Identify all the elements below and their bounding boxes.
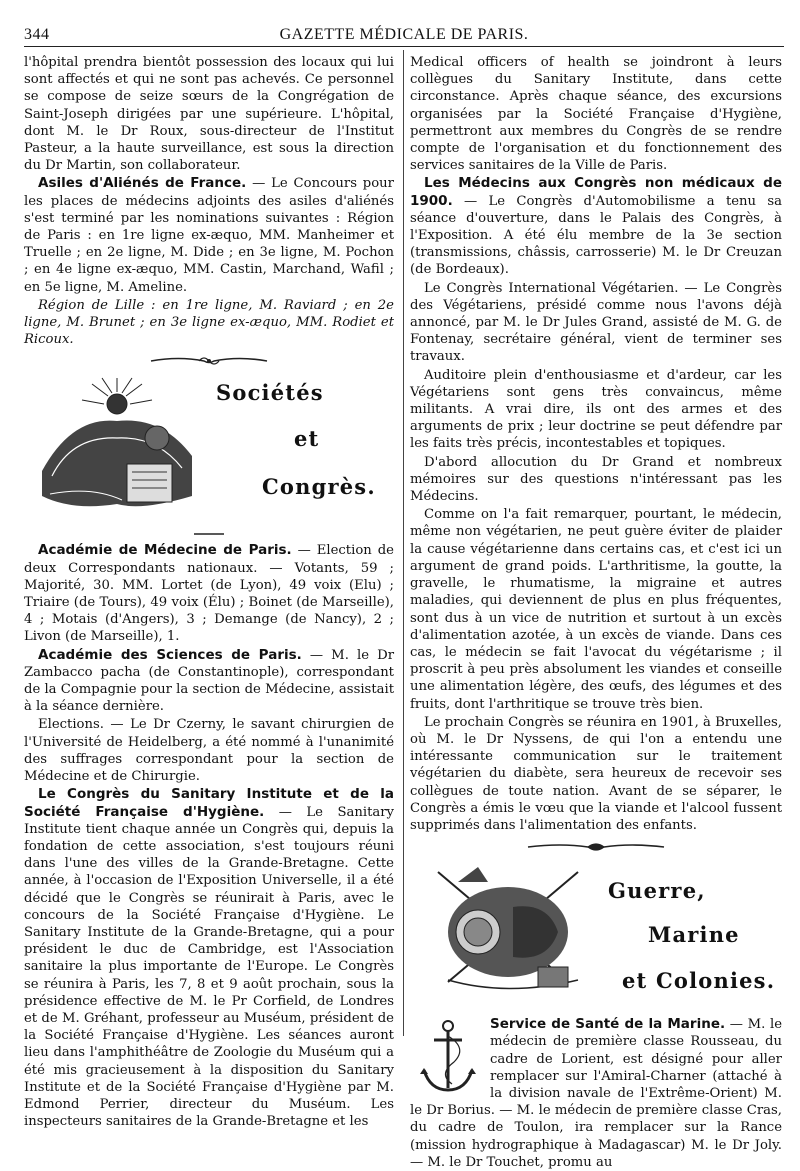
elections-paragraph: Elections. — Le Dr Czerny, le savant chirurgien de l'Université de Heidelberg, a été nommé à l'unanimité des suffrages correspondant pour la section de Médecine et de Chirurgie.	[24, 717, 394, 785]
asiles-text: — Le Concours pour les places de médecins adjoints des asiles d'aliénés s'est terminé par les nominations suivantes : Région de Paris : en 1re ligne ex-æquo, MM. Manheimer et Truelle ; en 2e ligne, M. Dide ; en 3e ligne, M. Pochon ; en 4e ligne ex-æquo, MM. Castin, Marchand, Wafil ; en 5e ligne, M. Ameline.	[24, 176, 394, 295]
asiles-article	[24, 175, 394, 295]
marine-heading: Service de Santé de la Marine.	[490, 1016, 726, 1033]
right-column	[410, 54, 782, 1170]
short-rule	[24, 530, 394, 538]
prochain-paragraph: Le prochain Congrès se réunira en 1901, à Bruxelles, où M. le Dr Nyssens, de qui l'on a entendu une intéressante communication sur le traitement végétarien du diabète, sera heureux de recevoir ses collègues de toute nation. Avant de se séparer, le Congrès a émis le vœu que la viande et l'alcool fussent supprimés dans l'alimentation des enfants.	[410, 714, 782, 833]
intro-paragraph: l'hôpital prendra bientôt possession des locaux qui lui sont affectés et qui ne sont pas achevés. Ce personnel se compose de seize sœurs de la Congrégation de Saint-Joseph dirigées par une supérieure. L'hôpital, dont M. le Dr Roux, sous-directeur de l'Institut Pasteur, a la haute surveillance, est sous la direction du Dr Martin, son collaborateur.	[24, 55, 394, 174]
congres-heading: Le Congrès du Sanitary Institute et de la Société Française d'Hygiène.	[24, 786, 394, 820]
vegetarien-paragraph: Le Congrès International Végétarien. — Le Congrès des Végétariens, présidé comme nous l'avons déjà annoncé, par M. le Dr Jules Grand, assisté de M. G. de Fontenay, secrétaire général, vient de terminer ses travaux.	[410, 280, 782, 365]
section-title-word1: Sociétés	[216, 380, 324, 406]
military-trophy-engraving-icon	[418, 862, 598, 1002]
journal-title: GAZETTE MÉDICALE DE PARIS.	[279, 26, 529, 43]
left-column	[24, 54, 394, 1130]
header-rule	[24, 46, 784, 47]
academie-medecine-heading: Académie de Médecine de Paris.	[38, 542, 292, 559]
academie-sciences-article	[24, 647, 394, 716]
medecins-article	[410, 175, 782, 278]
academie-medecine-article	[24, 542, 394, 645]
section2-title-word2: Marine	[648, 922, 740, 948]
congres-article	[24, 786, 394, 1130]
page-header	[24, 18, 784, 44]
column-separator	[403, 50, 404, 1036]
medecins-text: — Le Congrès d'Automobilisme a tenu sa séance d'ouverture, dans le Palais des Congrès, à l'Exposition. A été élu membre de la 3e section (transmissions, châssis, carrosserie) M. le Dr Creuzan (de Bordeaux).	[410, 193, 782, 278]
allocution-paragraph: D'abord allocution du Dr Grand et nombreux mémoires sur des questions n'intéressant pas les Médecins.	[410, 454, 782, 505]
page-number: 344	[24, 26, 50, 43]
anchor-icon	[418, 1018, 482, 1098]
auditoire-paragraph: Auditoire plein d'enthousiasme et d'ardeur, car les Végétariens sont gens très convaincus, même militants. A vrai dire, ils ont des armes et des arguments de prix ; leur doctrine se peut défendre par les faits très précis, incontestables et topiques.	[410, 367, 782, 452]
congres-text: — Le Sanitary Institute tient chaque année un Congrès qui, depuis la fondation de cette association, s'est toujours réuni dans l'une des villes de la Grande-Bretagne. Cette année, à l'occasion de l'Exposition Universelle, il a été décidé que le Congrès se réunirait à Paris, avec le concours de la Société Française d'Hygiène. Le Sanitary Institute de la Grande-Bretagne, qui a pour président le duc de Cambridge, est l'Association sanitaire la plus importante de l'Europe. Le Congrès se réunira à Paris, les 7, 8 et 9 août prochain, sous la présidence effective de M. le Pr Corfield, de Londres et de M. Gréhant, professeur au Muséum, président de la Société Française d'Hygiène. Les séances auront lieu dans l'amphithéâtre de Zoologie du Muséum qui a été mis gracieusement à la disposition du Sanitary Institute et de la Société Française d'Hygiène par M. Edmond Perrier, directeur du Muséum. Les inspecteurs sanitaires de la Grande-Bretagne et les	[24, 804, 394, 1130]
section-title-word2: et	[294, 426, 320, 452]
section-banner-guerre	[410, 860, 782, 1010]
continuation-paragraph: Medical officers of health se joindront à leurs collègues du Sanitary Institute, dans cette circonstance. Après chaque séance, des excursions organisées par la Société Française d'Hygiène, permettront aux membres du Congrès de se rendre compte de l'organisation et du fonctionnement des services sanitaires de la Ville de Paris.	[410, 55, 782, 174]
remarque-paragraph: Comme on l'a fait remarquer, pourtant, le médecin, même non végétarien, ne peut guère éviter de plaider la cause végétarienne dans certains cas, et c'est ici un argument de grand poids. L'arthritisme, la goutte, la gravelle, le rhumatisme, la migraine et autres maladies, qui deviennent de plus en plus fréquentes, sont dus à un vice de nutrition et surtout à un excès d'alimentation azotée, à un excès de viande. Dans ces cas, le médecin se fait l'avocat du végétarisme ; il proscrit à peu près absolument les viandes et conseille une alimentation légère, des œufs, des légumes et des fruits, dont l'arthritique se trouve très bien.	[410, 507, 782, 712]
academie-sciences-heading: Académie des Sciences de Paris.	[38, 646, 302, 663]
marine-text: — M. le médecin de première classe Rousseau, du cadre de Lorient, est désigné pour aller remplacer sur l'Amiral-Charner (attaché à la division navale de l'Extrême-Orient) M. le Dr Borius. — M. le médecin de première classe Cras, du cadre de Toulon, ira remplacer sur la Rance (mission hydrographique à Madagascar) M. le Dr Joly. — M. le Dr Touchet, promu au	[410, 1017, 782, 1170]
academie-sciences-text: — M. le Dr Zambacco pacha (de Constantinople), correspondant de la Compagnie pour la section de Médecine, assistait à la séance dernière.	[24, 647, 394, 715]
ornament-divider	[24, 352, 394, 370]
books-engraving-icon	[32, 376, 202, 516]
section2-title-word3: et Colonies.	[622, 968, 776, 994]
section2-title-word1: Guerre,	[608, 878, 706, 904]
academie-medecine-text: — Election de deux Correspondants nationaux. — Votants, 59 ; Majorité, 30. MM. Lortet (de Lyon), 49 voix (Elu) ; Triaire (de Tours), 49 voix (Élu) ; Boinet (de Marseille), 4 ; Motais (d'Angers), 3 ; Demange (de Nancy), 2 ; Livon (de Marseille), 1.	[24, 543, 394, 645]
medecins-heading: Les Médecins aux Congrès non médicaux de 1900.	[410, 175, 782, 209]
section-banner-societes	[24, 374, 394, 524]
asiles-heading: Asiles d'Aliénés de France.	[38, 175, 247, 192]
section-title-word3: Congrès.	[262, 474, 376, 500]
ornament-divider-2	[410, 838, 782, 856]
marine-article	[410, 1016, 782, 1171]
lille-paragraph: Région de Lille : en 1re ligne, M. Raviard ; en 2e ligne, M. Brunet ; en 3e ligne ex-æquo, MM. Rodiet et Ricoux.	[24, 297, 394, 348]
